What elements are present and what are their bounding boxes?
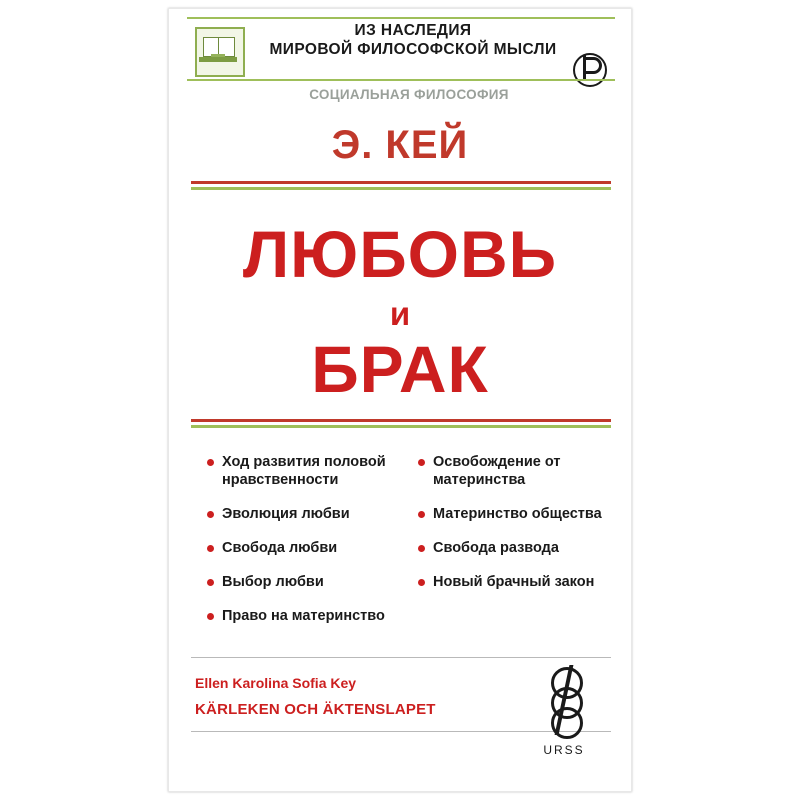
topics-column-left (207, 453, 396, 641)
topics-column-right (418, 453, 607, 641)
divider-below-title (191, 419, 611, 428)
list-item: Материнство общества (418, 505, 607, 523)
list-item: Выбор любви (207, 573, 396, 591)
bullet-dot-icon (418, 511, 425, 518)
series-title-line1: ИЗ НАСЛЕДИЯ (354, 22, 472, 39)
list-item: Ход развития половой нравственности (207, 453, 396, 489)
bullet-dot-icon (207, 545, 214, 552)
bullet-dot-icon (207, 579, 214, 586)
series-header (169, 9, 631, 117)
series-subtitle: СОЦИАЛЬНАЯ ФИЛОСОФИЯ (309, 87, 509, 102)
publisher-block (521, 665, 607, 757)
bullet-dot-icon (418, 459, 425, 466)
series-title-line2: МИРОВОЙ ФИЛОСОФСКОЙ МЫСЛИ (269, 41, 557, 58)
original-title: KÄRLEKEN OCH ÄKTENSLAPET (195, 701, 436, 718)
list-item: Новый брачный закон (418, 573, 607, 591)
urss-logo-icon (538, 665, 590, 739)
book-cover (168, 8, 632, 792)
cover-title-line1: ЛЮБОВЬ (242, 217, 558, 291)
list-item: Эволюция любви (207, 505, 396, 523)
cover-title-line2: и (389, 295, 411, 332)
bullet-dot-icon (207, 613, 214, 620)
list-item: Свобода любви (207, 539, 396, 557)
list-item: Свобода развода (418, 539, 607, 557)
publisher-name: URSS (543, 743, 585, 757)
series-rule-bottom (187, 79, 615, 81)
series-title (253, 21, 573, 59)
original-author: Ellen Karolina Sofia Key (195, 675, 357, 691)
series-rule-top (187, 17, 615, 19)
list-item: Право на материнство (207, 607, 396, 625)
bullet-dot-icon (418, 545, 425, 552)
cover-author: Э. КЕЙ (331, 123, 469, 167)
list-item: Освобождение от материнства (418, 453, 607, 489)
book-monument-icon (191, 25, 247, 77)
divider-above-title (191, 181, 611, 190)
footer-divider-top (191, 657, 611, 658)
cover-title-line3: БРАК (311, 332, 489, 406)
bullet-dot-icon (418, 579, 425, 586)
cover-title (169, 217, 631, 406)
topics-list (207, 453, 607, 641)
bullet-dot-icon (207, 459, 214, 466)
bullet-dot-icon (207, 511, 214, 518)
